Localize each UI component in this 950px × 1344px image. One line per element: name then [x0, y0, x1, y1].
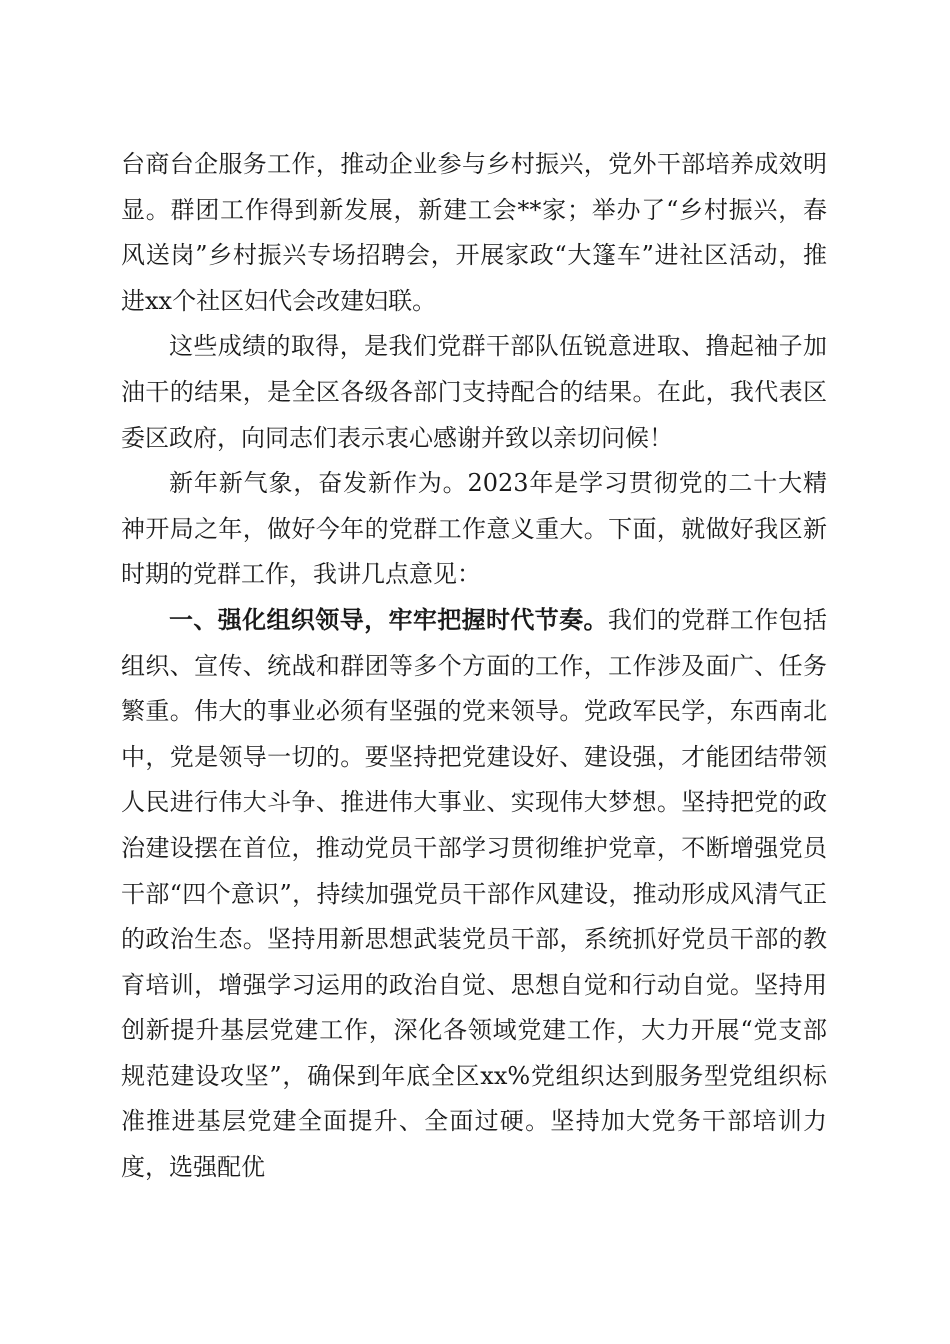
section-heading: 一、强化组织领导，牢牢把握时代节奏。 [169, 605, 608, 634]
document-body [121, 142, 827, 1191]
paragraph-section-one [121, 598, 827, 1191]
paragraph-new-year: 新年新气象，奋发新作为。2023年是学习贯彻党的二十大精神开局之年，做好今年的党群工作意义重大。下面，就做好我区新时期的党群工作，我讲几点意见： [121, 469, 827, 589]
paragraph-acknowledgement: 这些成绩的取得，是我们党群干部队伍锐意进取、撸起袖子加油干的结果，是全区各级各部门支持配合的结果。在此，我代表区委区政府，向同志们表示衷心感谢并致以亲切问候！ [121, 332, 827, 452]
paragraph-continuation: 台商台企服务工作，推动企业参与乡村振兴，党外干部培养成效明显。群团工作得到新发展，新建工会**家；举办了“乡村振兴，春风送岗”乡村振兴专场招聘会，开展家政“大篷车”进社区活动，推进xx个社区妇代会改建妇联。 [121, 150, 827, 315]
section-body: 我们的党群工作包括组织、宣传、统战和群团等多个方面的工作，工作涉及面广、任务繁重。伟大的事业必须有坚强的党来领导。党政军民学，东西南北中，党是领导一切的。要坚持把党建设好、建设强，才能团结带领人民进行伟大斗争、推进伟大事业、实现伟大梦想。坚持把党的政治建设摆在首位，推动党员干部学习贯彻维护党章，不断增强党员干部“四个意识”，持续加强党员干部作风建设，推动形成风清气正的政治生态。坚持用新思想武装党员干部，系统抓好党员干部的教育培训，增强学习运用的政治自觉、思想自觉和行动自觉。坚持用创新提升基层党建工作，深化各领域党建工作，大力开展“党支部规范建设攻坚”，确保到年底全区xx%党组织达到服务型党组织标准推进基层党建全面提升、全面过硬。坚持加大党务干部培训力度，选强配优 [121, 605, 827, 1182]
